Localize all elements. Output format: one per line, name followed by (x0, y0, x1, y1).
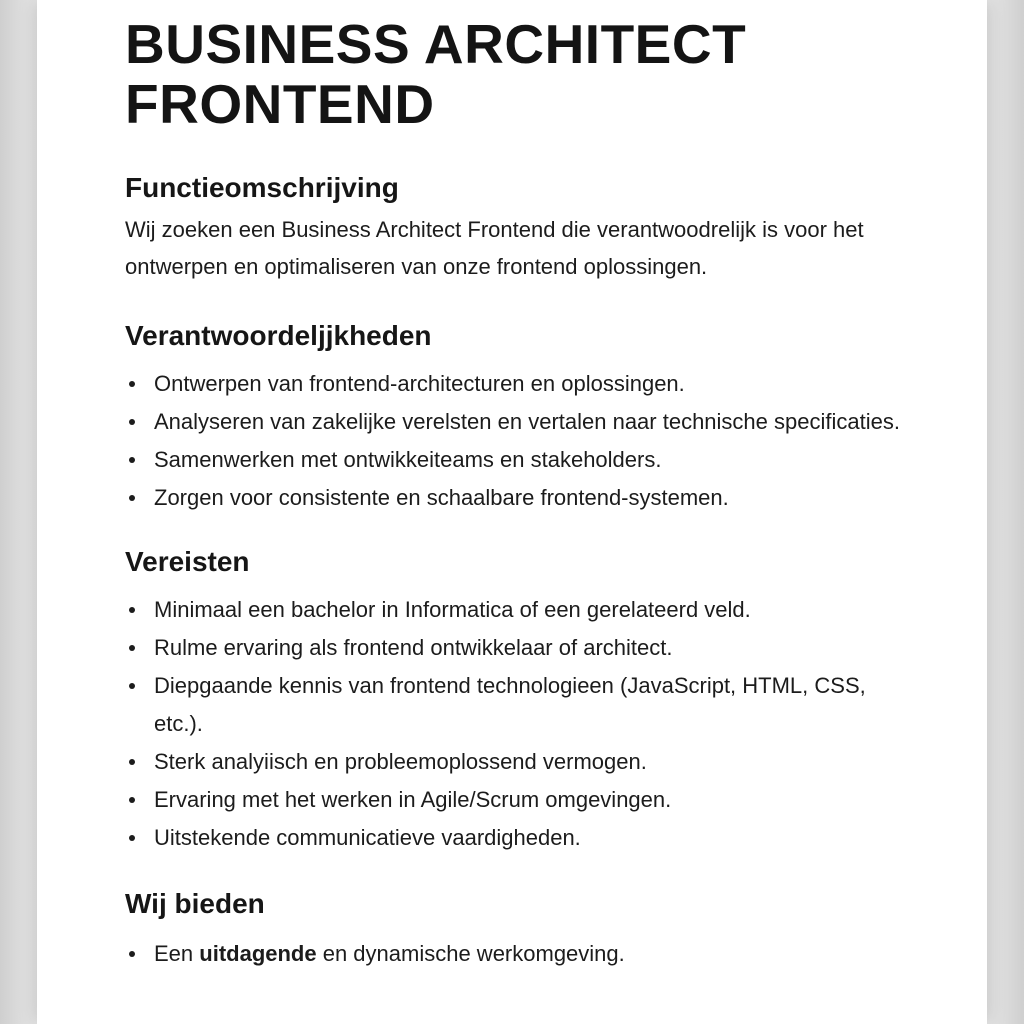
list-item (125, 629, 915, 667)
list-item-text: Minimaal een bachelor in Informatica of een gerelateerd veld. (154, 597, 751, 622)
bullet-icon (129, 381, 135, 387)
list-item-text: Zorgen voor consistente en schaalbare frontend-systemen. (154, 485, 729, 510)
list-item (125, 365, 915, 403)
list-item (125, 781, 915, 819)
bullet-icon (129, 683, 135, 689)
list-item-text: Ontwerpen van frontend-architecturen en oplossingen. (154, 371, 685, 396)
job-title (125, 14, 915, 134)
list-item (125, 743, 915, 781)
offer-text-after: en dynamische werkomgeving. (316, 941, 625, 966)
list-item-text: Analyseren van zakelijke verelsten en vertalen naar technische specificaties. (154, 409, 900, 434)
bullet-icon (129, 797, 135, 803)
list-item-text: Diepgaande kennis van frontend technologieen (JavaScript, HTML, CSS, etc.). (154, 673, 866, 736)
bullet-icon (129, 607, 135, 613)
list-item (125, 591, 915, 629)
document-page (37, 0, 987, 1024)
section-heading-offer: Wij bieden (125, 888, 265, 919)
list-item-text: Ervaring met het werken in Agile/Scrum omgevingen. (154, 787, 672, 812)
bullet-icon (129, 457, 135, 463)
bullet-icon (129, 759, 135, 765)
bullet-icon (129, 835, 135, 841)
document-content (125, 14, 915, 973)
list-item (125, 403, 915, 441)
list-item-text: Uitstekende communicatieve vaardigheden. (154, 825, 581, 850)
list-item-text (154, 941, 625, 966)
list-item (125, 667, 915, 743)
list-item (125, 819, 915, 857)
bullet-icon (129, 951, 135, 957)
list-item-text: Samenwerken met ontwikkeiteams en stakeholders. (154, 447, 662, 472)
list-item (125, 441, 915, 479)
requirements-list (125, 591, 915, 857)
list-item-text: Rulme ervaring als frontend ontwikkelaar of architect. (154, 635, 673, 660)
offer-text-bold: uitdagende (199, 941, 317, 966)
bullet-icon (129, 419, 135, 425)
bullet-icon (129, 645, 135, 651)
list-item (125, 935, 915, 973)
job-title-line-1: BUSINESS ARCHITECT (125, 13, 747, 75)
section-heading-responsibilities: Verantwoordeljjkheden (125, 320, 432, 351)
responsibilities-list (125, 365, 915, 517)
section-heading-requirements: Vereisten (125, 546, 250, 577)
list-item (125, 479, 915, 517)
description-text: Wij zoeken een Business Architect Frontend die verantwoodrelijk is voor het ontwerpen en optimaliseren van onze frontend oplossingen. (125, 217, 864, 279)
bullet-icon (129, 495, 135, 501)
job-title-line-2: FRONTEND (125, 73, 435, 135)
offer-text-before: Een (154, 941, 200, 966)
list-item-text: Sterk analyiisch en probleemoplossend vermogen. (154, 749, 647, 774)
section-heading-description: Functieomschrijving (125, 172, 399, 203)
offer-list (125, 935, 915, 973)
